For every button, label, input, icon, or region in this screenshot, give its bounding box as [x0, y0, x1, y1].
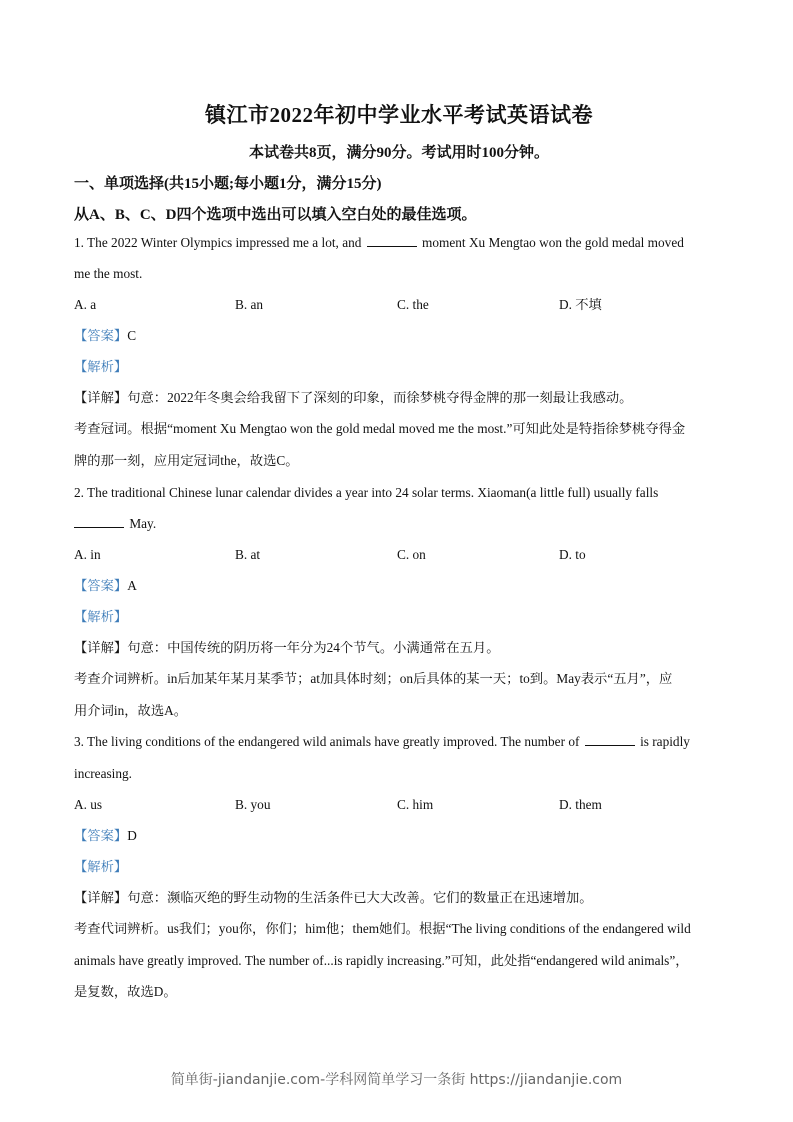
page-subtitle: 本试卷共8页，满分90分。考试用时100分钟。: [248, 145, 549, 161]
option-c: C. him: [397, 797, 434, 812]
page-title: 镇江市2022年初中学业水平考试英语试卷: [205, 103, 593, 127]
stem-text: is rapidly: [640, 734, 690, 749]
stem-text: 1. The 2022 Winter Olympics impressed me a lot, and: [74, 235, 362, 250]
footer-watermark: 简单街-jiandanjie.com-学科网简单学习一条街 https://jiandanjie.com: [170, 1072, 623, 1088]
question-1-stem-line1: [74, 234, 684, 252]
option-b: B. an: [235, 297, 264, 312]
option-b: B. at: [235, 547, 261, 562]
answer-label: 【答案】: [74, 828, 128, 843]
section-instruction: 从A、B、C、D四个选项中选出可以填入空白处的最佳选项。: [74, 207, 477, 223]
question-3-stem-line1: [74, 733, 690, 751]
question-2-detail-line3: 用介词in，故选A。: [74, 703, 188, 718]
question-3-detail-line2: 考查代词辨析。us我们；you你，你们；him他；them她们。根据“The living conditions of the endangered wild: [74, 921, 691, 936]
answer-blank: [367, 234, 417, 247]
question-2-answer: [74, 577, 137, 595]
question-3-stem-line2: increasing.: [74, 766, 132, 781]
answer-blank: [585, 733, 635, 746]
question-2-detail-line1: [74, 639, 500, 657]
option-d: D. to: [559, 547, 586, 562]
stem-text: 3. The living conditions of the endangered wild animals have greatly improved. The number of: [74, 734, 580, 749]
answer-value: C: [127, 328, 137, 343]
option-c: C. the: [397, 297, 429, 312]
detail-text: 句意：濒临灭绝的野生动物的生活条件已大大改善。它们的数量正在迅速增加。: [127, 890, 593, 905]
question-1-stem-line2: me the most.: [74, 266, 143, 281]
answer-value: D: [127, 828, 137, 843]
question-3-answer: [74, 827, 137, 845]
question-1-detail-line2: 考查冠词。根据“moment Xu Mengtao won the gold medal moved me the most.”可知此处是特指徐梦桃夺得金: [74, 421, 686, 436]
option-a: A. a: [74, 297, 97, 312]
question-3-detail-line1: [74, 889, 593, 907]
answer-label: 【答案】: [74, 578, 128, 593]
stem-text: May.: [129, 516, 157, 531]
question-2-stem-line1: 2. The traditional Chinese lunar calendar divides a year into 24 solar terms. Xiaoman(a little full) usually falls: [74, 485, 659, 500]
question-1-analysis-label: 【解析】: [74, 359, 128, 374]
question-2-stem-line2: [74, 515, 156, 533]
question-3-detail-line4: 是复数，故选D。: [74, 984, 177, 999]
option-d: D. 不填: [559, 297, 602, 312]
detail-label: 【详解】: [74, 640, 128, 655]
detail-text: 句意：中国传统的阴历将一年分为24个节气。小满通常在五月。: [127, 640, 500, 655]
option-c: C. on: [397, 547, 426, 562]
stem-text: moment Xu Mengtao won the gold medal moved: [422, 235, 684, 250]
answer-blank: [74, 515, 124, 528]
option-d: D. them: [559, 797, 602, 812]
question-1-detail-line3: 牌的那一刻，应用定冠词the，故选C。: [74, 453, 299, 468]
question-2-detail-line2: 考查介词辨析。in后加某年某月某季节；at加具体时刻；on后具体的某一天；to到。May表示“五月”，应: [74, 671, 673, 686]
answer-label: 【答案】: [74, 328, 128, 343]
question-1-answer: [74, 327, 136, 345]
detail-label: 【详解】: [74, 890, 128, 905]
detail-label: 【详解】: [74, 390, 128, 405]
question-1-detail-line1: [74, 389, 632, 407]
section-heading: 一、单项选择(共15小题;每小题1分，满分15分): [74, 176, 382, 192]
answer-value: A: [127, 578, 137, 593]
option-a: A. in: [74, 547, 101, 562]
question-2-analysis-label: 【解析】: [74, 609, 128, 624]
detail-text: 句意：2022年冬奥会给我留下了深刻的印象，而徐梦桃夺得金牌的那一刻最让我感动。: [127, 390, 633, 405]
question-3-analysis-label: 【解析】: [74, 859, 128, 874]
option-a: A. us: [74, 797, 103, 812]
option-b: B. you: [235, 797, 271, 812]
question-3-detail-line3: animals have greatly improved. The number of...is rapidly increasing.”可知，此处指“endangered wild animals”，: [74, 953, 689, 968]
